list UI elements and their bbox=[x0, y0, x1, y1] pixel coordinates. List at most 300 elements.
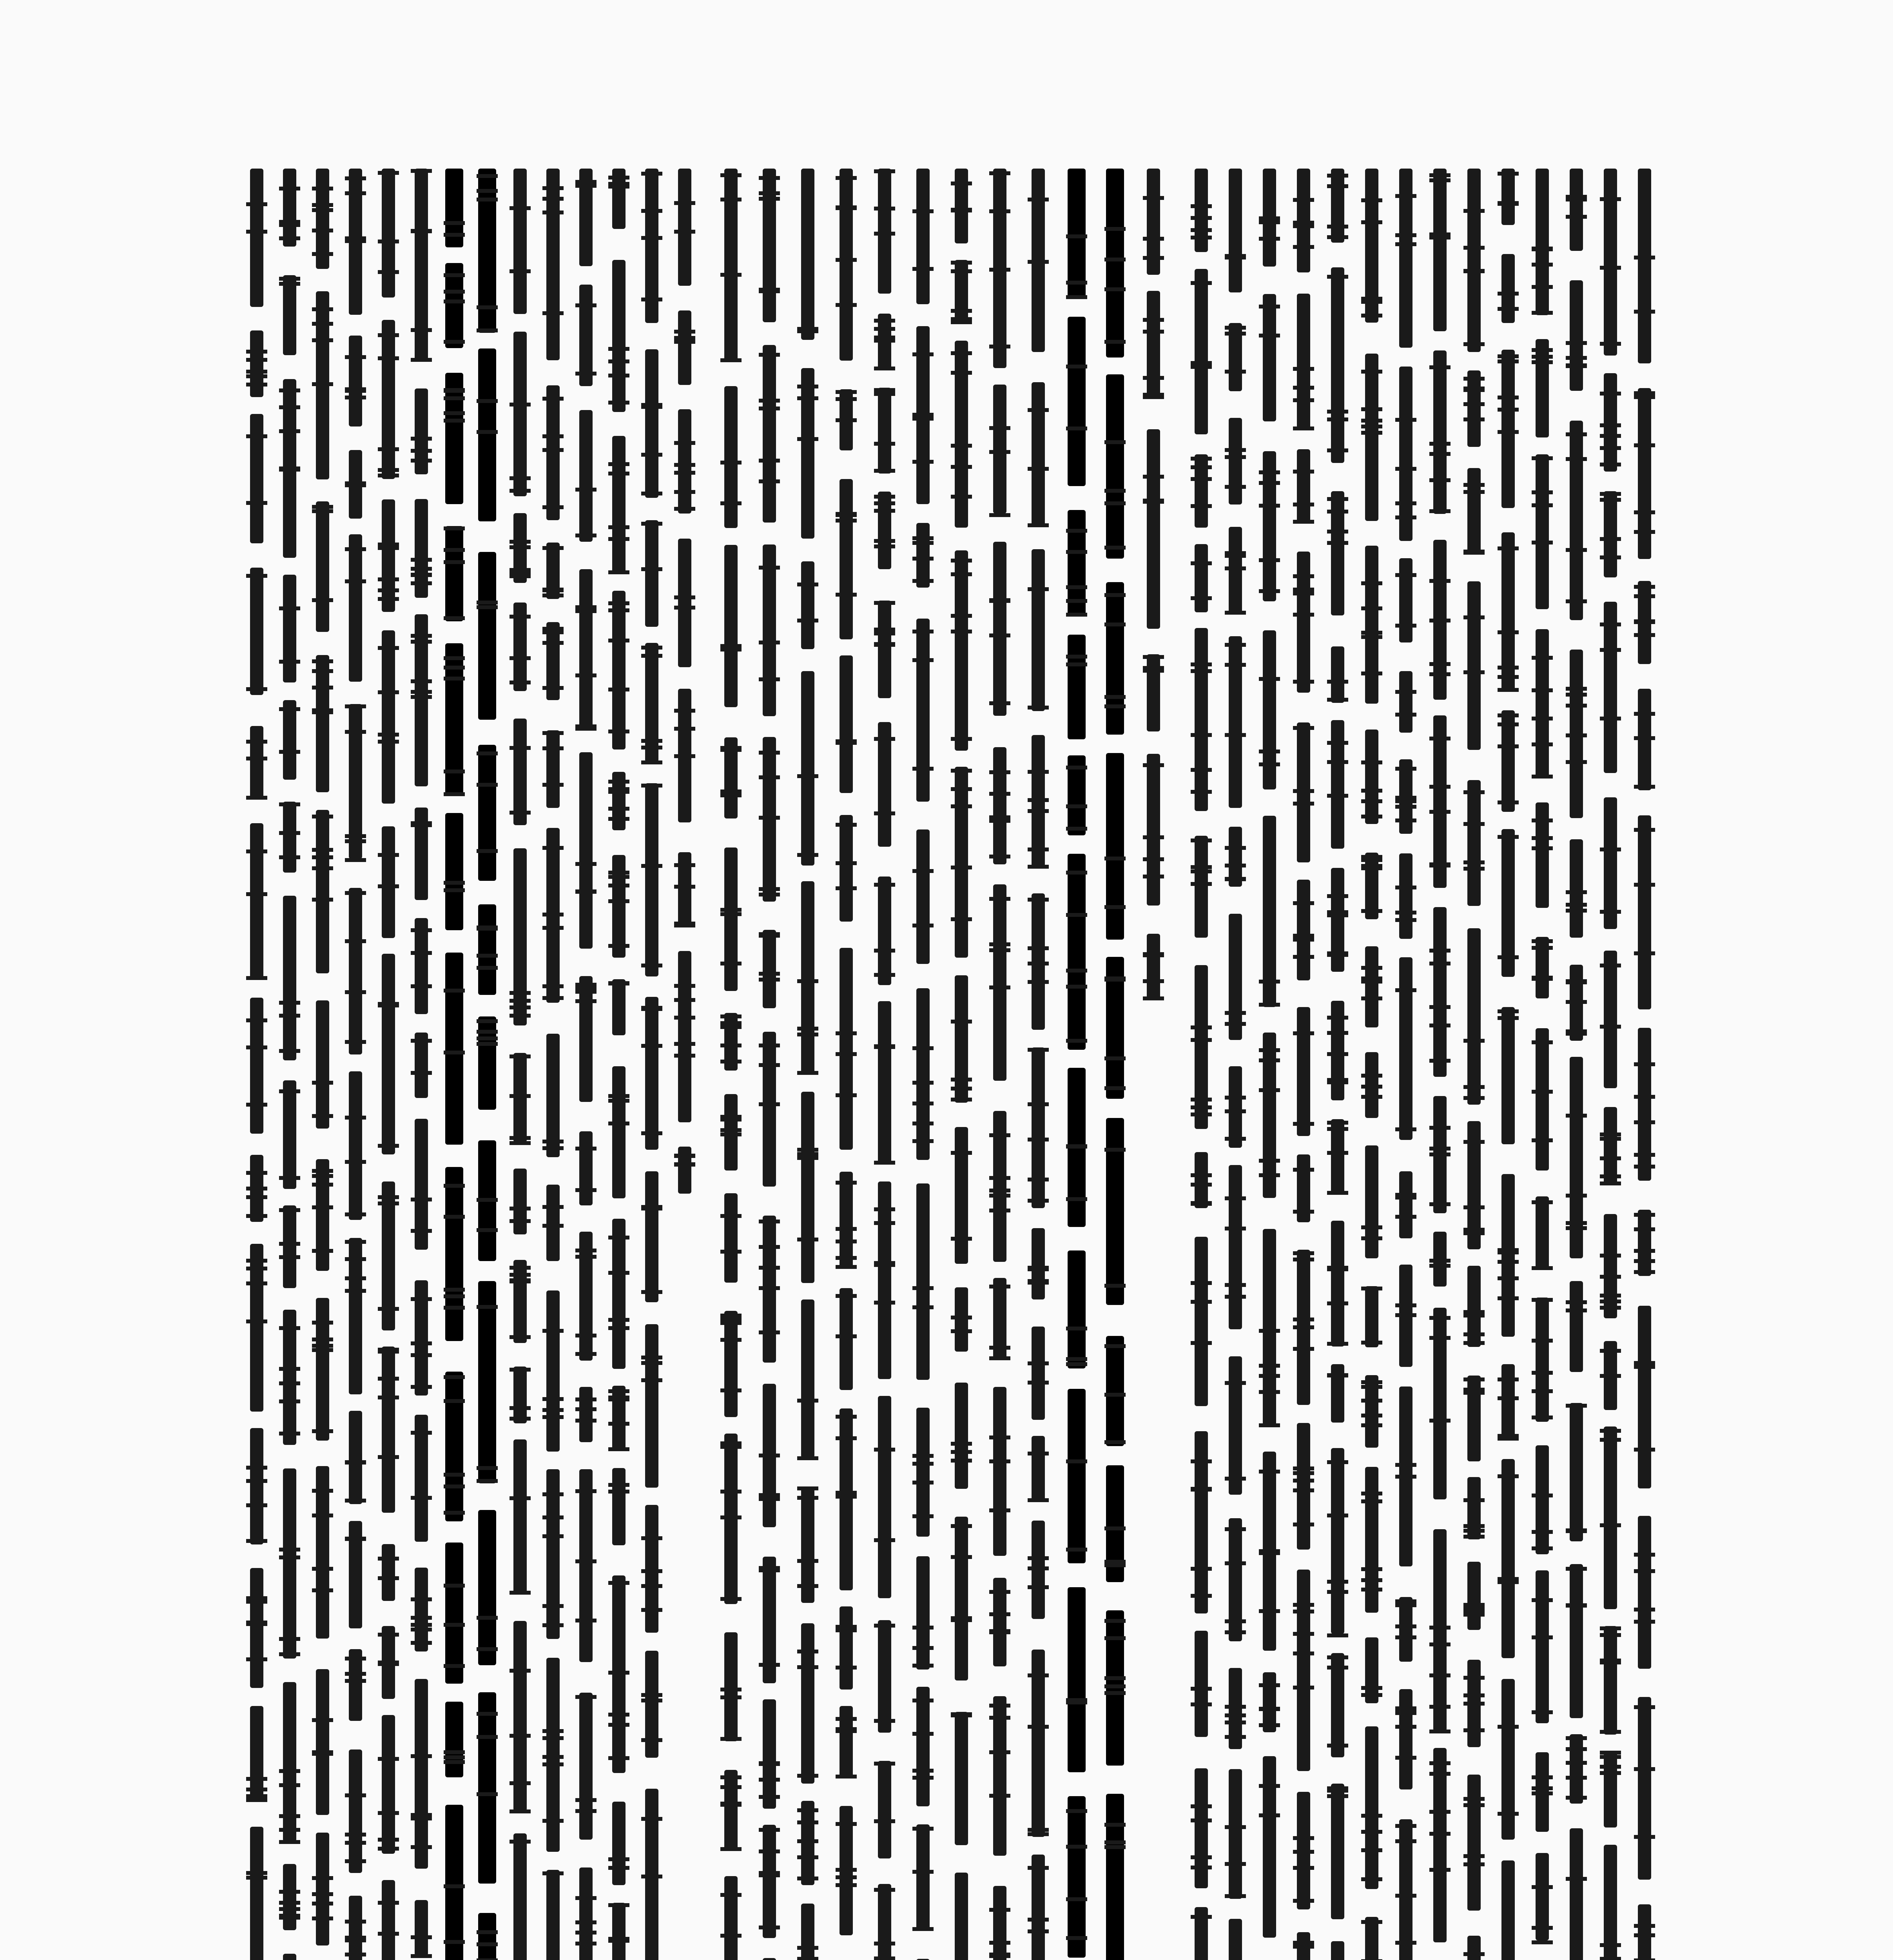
letter-stroke bbox=[1191, 865, 1212, 869]
letter-stroke bbox=[378, 1002, 399, 1006]
word-glyph bbox=[1501, 1364, 1515, 1439]
letter-stroke bbox=[246, 350, 267, 354]
word-glyph bbox=[283, 275, 296, 355]
letter-stroke bbox=[1361, 631, 1382, 635]
text-column-middle bbox=[713, 169, 1176, 1960]
letter-stroke bbox=[1225, 455, 1246, 459]
letter-stroke bbox=[378, 1557, 399, 1561]
word-glyph bbox=[955, 1873, 968, 1960]
letter-stroke bbox=[1634, 1259, 1655, 1263]
letter-stroke bbox=[1532, 503, 1553, 507]
letter-stroke bbox=[1104, 1691, 1126, 1695]
text-line bbox=[944, 169, 979, 1960]
letter-stroke bbox=[1293, 1850, 1314, 1854]
letter-stroke bbox=[720, 1318, 742, 1321]
letter-stroke bbox=[1191, 869, 1212, 873]
letter-stroke bbox=[797, 1774, 818, 1778]
letter-stroke bbox=[1634, 1165, 1655, 1169]
letter-stroke bbox=[797, 619, 818, 622]
letter-stroke bbox=[608, 601, 629, 605]
letter-stroke bbox=[608, 1447, 629, 1451]
word-glyph bbox=[250, 823, 263, 978]
letter-stroke bbox=[608, 1937, 629, 1941]
letter-stroke bbox=[575, 1419, 597, 1423]
letter-stroke bbox=[608, 608, 629, 612]
letter-stroke bbox=[759, 1220, 780, 1223]
letter-stroke bbox=[575, 180, 597, 184]
letter-stroke bbox=[542, 1819, 564, 1823]
letter-stroke bbox=[378, 597, 399, 601]
letter-stroke bbox=[378, 1932, 399, 1936]
letter-stroke bbox=[912, 1514, 934, 1518]
letter-stroke bbox=[720, 908, 742, 912]
letter-stroke bbox=[1066, 766, 1087, 769]
word-glyph bbox=[1195, 1631, 1208, 1737]
letter-stroke bbox=[477, 1198, 498, 1202]
letter-stroke bbox=[1395, 1127, 1416, 1131]
word-glyph bbox=[546, 385, 560, 520]
letter-stroke bbox=[378, 1144, 399, 1148]
letter-stroke bbox=[1498, 1016, 1519, 1020]
letter-stroke bbox=[1028, 1556, 1049, 1560]
letter-stroke bbox=[836, 303, 857, 307]
letter-stroke bbox=[345, 355, 366, 359]
letter-stroke bbox=[1463, 1797, 1485, 1801]
letter-stroke bbox=[912, 767, 934, 771]
letter-stroke bbox=[720, 1250, 742, 1254]
letter-stroke bbox=[1463, 1535, 1485, 1539]
letter-stroke bbox=[989, 1133, 1010, 1137]
word-glyph bbox=[1195, 965, 1208, 1129]
letter-stroke bbox=[444, 388, 465, 392]
letter-stroke bbox=[1498, 1396, 1519, 1400]
letter-stroke bbox=[608, 525, 629, 529]
letter-stroke bbox=[1066, 426, 1087, 430]
letter-stroke bbox=[1143, 330, 1164, 334]
letter-stroke bbox=[1634, 1553, 1655, 1557]
letter-stroke bbox=[1463, 1524, 1485, 1528]
word-glyph bbox=[645, 643, 658, 762]
word-glyph bbox=[316, 1000, 329, 1129]
word-glyph bbox=[445, 1702, 463, 1777]
letter-stroke bbox=[1361, 858, 1382, 862]
letter-stroke bbox=[1066, 550, 1087, 554]
letter-stroke bbox=[1361, 1236, 1382, 1240]
letter-stroke bbox=[759, 459, 780, 463]
letter-stroke bbox=[575, 1255, 597, 1259]
letter-stroke bbox=[1259, 1683, 1280, 1687]
letter-stroke bbox=[444, 656, 465, 660]
letter-stroke bbox=[1327, 794, 1348, 798]
letter-stroke bbox=[279, 282, 300, 286]
text-line bbox=[1097, 169, 1133, 1960]
letter-stroke bbox=[444, 560, 465, 564]
letter-stroke bbox=[1293, 1168, 1314, 1172]
letter-stroke bbox=[720, 1515, 742, 1519]
word-glyph bbox=[1638, 1904, 1651, 1960]
letter-stroke bbox=[1104, 1284, 1126, 1288]
letter-stroke bbox=[411, 1754, 432, 1758]
letter-stroke bbox=[1143, 875, 1164, 878]
letter-stroke bbox=[246, 1794, 267, 1798]
letter-stroke bbox=[1225, 332, 1246, 336]
letter-stroke bbox=[1395, 1193, 1416, 1197]
letter-stroke bbox=[312, 203, 333, 207]
letter-stroke bbox=[312, 1344, 333, 1348]
letter-stroke bbox=[1225, 643, 1246, 647]
letter-stroke bbox=[246, 358, 267, 362]
letter-stroke bbox=[641, 492, 662, 495]
letter-stroke bbox=[1259, 1364, 1280, 1368]
word-glyph bbox=[1297, 1007, 1310, 1136]
letter-stroke bbox=[759, 972, 780, 976]
letter-stroke bbox=[1600, 446, 1621, 450]
text-line bbox=[338, 169, 373, 1960]
letter-stroke bbox=[378, 1307, 399, 1311]
letter-stroke bbox=[575, 609, 597, 613]
letter-stroke bbox=[1066, 585, 1087, 589]
letter-stroke bbox=[1293, 955, 1314, 959]
letter-stroke bbox=[1028, 962, 1049, 965]
word-glyph bbox=[645, 520, 658, 627]
letter-stroke bbox=[1600, 1275, 1621, 1279]
word-glyph bbox=[801, 881, 814, 1074]
letter-stroke bbox=[989, 1194, 1010, 1198]
letter-stroke bbox=[1463, 615, 1485, 619]
letter-stroke bbox=[1600, 1299, 1621, 1303]
letter-stroke bbox=[510, 1335, 531, 1339]
letter-stroke bbox=[411, 1597, 432, 1601]
letter-stroke bbox=[378, 356, 399, 360]
letter-stroke bbox=[1028, 1918, 1049, 1922]
word-glyph bbox=[382, 169, 395, 298]
letter-stroke bbox=[378, 1847, 399, 1851]
letter-stroke bbox=[1225, 1022, 1246, 1026]
letter-stroke bbox=[477, 1305, 498, 1309]
letter-stroke bbox=[477, 1466, 498, 1470]
letter-stroke bbox=[1259, 762, 1280, 766]
letter-stroke bbox=[1634, 620, 1655, 624]
letter-stroke bbox=[1498, 666, 1519, 670]
letter-stroke bbox=[720, 1214, 742, 1218]
letter-stroke bbox=[1104, 1344, 1126, 1348]
letter-stroke bbox=[720, 748, 742, 752]
letter-stroke bbox=[1361, 1423, 1382, 1427]
letter-stroke bbox=[542, 996, 564, 1000]
letter-stroke bbox=[1143, 666, 1164, 670]
word-glyph bbox=[612, 1903, 626, 1960]
letter-stroke bbox=[246, 849, 267, 853]
letter-stroke bbox=[1429, 1868, 1451, 1872]
letter-stroke bbox=[378, 1195, 399, 1199]
letter-stroke bbox=[989, 1750, 1010, 1754]
letter-stroke bbox=[608, 639, 629, 642]
letter-stroke bbox=[759, 1330, 780, 1334]
letter-stroke bbox=[1293, 520, 1314, 524]
letter-stroke bbox=[836, 1729, 857, 1733]
letter-stroke bbox=[1634, 1227, 1655, 1231]
letter-stroke bbox=[246, 1045, 267, 1049]
letter-stroke bbox=[1532, 775, 1553, 779]
letter-stroke bbox=[1327, 235, 1348, 239]
letter-stroke bbox=[1293, 1941, 1314, 1945]
word-glyph bbox=[1501, 169, 1515, 225]
letter-stroke bbox=[1532, 1940, 1553, 1944]
word-glyph bbox=[612, 1468, 626, 1545]
word-glyph bbox=[840, 815, 853, 922]
letter-stroke bbox=[608, 1389, 629, 1393]
letter-stroke bbox=[1225, 1619, 1246, 1623]
letter-stroke bbox=[1293, 367, 1314, 371]
word-glyph bbox=[955, 1127, 968, 1264]
word-glyph bbox=[1536, 169, 1549, 315]
word-glyph bbox=[724, 1632, 738, 1741]
letter-stroke bbox=[477, 954, 498, 958]
word-glyph bbox=[349, 336, 362, 426]
letter-stroke bbox=[720, 1893, 742, 1897]
letter-stroke bbox=[1600, 1751, 1621, 1755]
letter-stroke bbox=[575, 1559, 597, 1563]
letter-stroke bbox=[874, 1045, 895, 1049]
letter-stroke bbox=[378, 884, 399, 888]
letter-stroke bbox=[874, 1624, 895, 1628]
letter-stroke bbox=[411, 1431, 432, 1435]
letter-stroke bbox=[797, 583, 818, 586]
letter-stroke bbox=[759, 1266, 780, 1270]
letter-stroke bbox=[1293, 1325, 1314, 1329]
letter-stroke bbox=[1361, 1567, 1382, 1571]
letter-stroke bbox=[1225, 877, 1246, 881]
letter-stroke bbox=[279, 855, 300, 859]
letter-stroke bbox=[1566, 457, 1587, 461]
letter-stroke bbox=[1293, 574, 1314, 578]
letter-stroke bbox=[1395, 988, 1416, 992]
letter-stroke bbox=[1498, 744, 1519, 748]
letter-stroke bbox=[1532, 1530, 1553, 1534]
letter-stroke bbox=[1293, 789, 1314, 793]
word-glyph bbox=[1604, 169, 1617, 356]
letter-stroke bbox=[1361, 996, 1382, 1000]
letter-stroke bbox=[345, 1040, 366, 1044]
letter-stroke bbox=[641, 746, 662, 750]
letter-stroke bbox=[312, 686, 333, 690]
letter-stroke bbox=[912, 557, 934, 561]
word-glyph bbox=[349, 534, 362, 681]
letter-stroke bbox=[1566, 903, 1587, 907]
letter-stroke bbox=[1566, 693, 1587, 697]
letter-stroke bbox=[345, 1920, 366, 1924]
letter-stroke bbox=[1259, 1048, 1280, 1052]
letter-stroke bbox=[246, 740, 267, 744]
letter-stroke bbox=[246, 374, 267, 378]
word-glyph bbox=[1229, 1769, 1242, 1899]
letter-stroke bbox=[510, 1496, 531, 1500]
word-glyph bbox=[878, 169, 891, 294]
word-glyph bbox=[1570, 1828, 1583, 1960]
letter-stroke bbox=[1361, 1920, 1382, 1924]
letter-stroke bbox=[477, 1942, 498, 1946]
letter-stroke bbox=[1600, 1730, 1621, 1734]
letter-stroke bbox=[542, 1492, 564, 1496]
word-glyph bbox=[1433, 1529, 1447, 1731]
letter-stroke bbox=[1532, 1885, 1553, 1889]
letter-stroke bbox=[912, 541, 934, 545]
letter-stroke bbox=[1566, 760, 1587, 764]
letter-stroke bbox=[1327, 1786, 1348, 1790]
letter-stroke bbox=[1259, 589, 1280, 593]
letter-stroke bbox=[1600, 1137, 1621, 1141]
word-glyph bbox=[916, 988, 930, 1160]
text-line bbox=[1286, 169, 1321, 1960]
letter-stroke bbox=[797, 385, 818, 388]
word-glyph bbox=[1068, 317, 1086, 486]
word-glyph bbox=[612, 1219, 626, 1369]
letter-stroke bbox=[1600, 266, 1621, 270]
letter-stroke bbox=[279, 1208, 300, 1212]
word-glyph bbox=[993, 385, 1006, 514]
letter-stroke bbox=[477, 927, 498, 931]
letter-stroke bbox=[912, 1699, 934, 1702]
letter-stroke bbox=[608, 1397, 629, 1401]
letter-stroke bbox=[1191, 1702, 1212, 1706]
letter-stroke bbox=[477, 1019, 498, 1023]
letter-stroke bbox=[1104, 593, 1126, 597]
word-glyph bbox=[612, 1066, 626, 1198]
letter-stroke bbox=[874, 442, 895, 446]
letter-stroke bbox=[912, 536, 934, 540]
letter-stroke bbox=[641, 1356, 662, 1359]
letter-stroke bbox=[674, 885, 695, 889]
word-glyph bbox=[1501, 1860, 1515, 1960]
letter-stroke bbox=[246, 892, 267, 896]
word-glyph bbox=[1263, 294, 1276, 421]
letter-stroke bbox=[608, 1713, 629, 1717]
letter-stroke bbox=[1532, 1371, 1553, 1375]
text-line bbox=[790, 169, 825, 1960]
letter-stroke bbox=[1498, 396, 1519, 399]
letter-stroke bbox=[1361, 314, 1382, 318]
letter-stroke bbox=[1566, 1221, 1587, 1225]
letter-stroke bbox=[989, 1176, 1010, 1180]
word-glyph bbox=[1536, 1196, 1549, 1270]
letter-stroke bbox=[1566, 215, 1587, 219]
letter-stroke bbox=[874, 1538, 895, 1542]
letter-stroke bbox=[1566, 1736, 1587, 1740]
letter-stroke bbox=[797, 1071, 818, 1075]
letter-stroke bbox=[1600, 910, 1621, 914]
letter-stroke bbox=[444, 273, 465, 277]
letter-stroke bbox=[1361, 1814, 1382, 1818]
word-glyph bbox=[1536, 1028, 1549, 1171]
letter-stroke bbox=[1225, 1227, 1246, 1230]
letter-stroke bbox=[1361, 1085, 1382, 1089]
letter-stroke bbox=[279, 277, 300, 281]
letter-stroke bbox=[542, 1604, 564, 1608]
letter-stroke bbox=[951, 261, 972, 265]
letter-stroke bbox=[1066, 1548, 1087, 1552]
word-glyph bbox=[1331, 267, 1344, 463]
word-glyph bbox=[1297, 294, 1310, 430]
letter-stroke bbox=[1259, 677, 1280, 681]
letter-stroke bbox=[1104, 622, 1126, 626]
word-glyph bbox=[1331, 1941, 1344, 1960]
letter-stroke bbox=[836, 519, 857, 523]
letter-stroke bbox=[951, 1151, 972, 1155]
letter-stroke bbox=[411, 1616, 432, 1620]
letter-stroke bbox=[608, 176, 629, 180]
letter-stroke bbox=[720, 1847, 742, 1851]
letter-stroke bbox=[1566, 1567, 1587, 1571]
letter-stroke bbox=[575, 1489, 597, 1493]
word-glyph bbox=[250, 1827, 263, 1960]
word-glyph bbox=[1229, 1165, 1242, 1329]
letter-stroke bbox=[575, 990, 597, 994]
letter-stroke bbox=[759, 1828, 780, 1832]
letter-stroke bbox=[542, 1736, 564, 1740]
letter-stroke bbox=[1361, 1492, 1382, 1495]
letter-stroke bbox=[951, 1524, 972, 1528]
letter-stroke bbox=[246, 1018, 267, 1022]
letter-stroke bbox=[1191, 1173, 1212, 1177]
letter-stroke bbox=[1327, 1633, 1348, 1637]
letter-stroke bbox=[874, 811, 895, 815]
letter-stroke bbox=[378, 447, 399, 451]
letter-stroke bbox=[1361, 1385, 1382, 1389]
word-glyph bbox=[1433, 1748, 1447, 1943]
letter-stroke bbox=[1191, 477, 1212, 481]
word-glyph bbox=[1331, 169, 1344, 243]
letter-stroke bbox=[608, 570, 629, 574]
letter-stroke bbox=[1066, 1145, 1087, 1149]
letter-stroke bbox=[1600, 463, 1621, 466]
letter-stroke bbox=[1327, 1052, 1348, 1056]
letter-stroke bbox=[1463, 790, 1485, 794]
word-glyph bbox=[546, 1870, 560, 1960]
word-glyph bbox=[1399, 1689, 1412, 1789]
letter-stroke bbox=[411, 459, 432, 463]
word-glyph bbox=[546, 1185, 560, 1261]
letter-stroke bbox=[312, 1718, 333, 1722]
letter-stroke bbox=[759, 1795, 780, 1799]
word-glyph bbox=[579, 410, 593, 541]
word-glyph bbox=[1467, 370, 1481, 447]
letter-stroke bbox=[874, 1448, 895, 1452]
letter-stroke bbox=[989, 855, 1010, 858]
word-glyph bbox=[316, 655, 329, 792]
letter-stroke bbox=[836, 1868, 857, 1872]
letter-stroke bbox=[1566, 1796, 1587, 1800]
word-glyph bbox=[724, 1770, 738, 1849]
letter-stroke bbox=[989, 450, 1010, 454]
letter-stroke bbox=[345, 1276, 366, 1280]
letter-stroke bbox=[1028, 706, 1049, 710]
letter-stroke bbox=[510, 1781, 531, 1785]
letter-stroke bbox=[674, 1016, 695, 1020]
letter-stroke bbox=[1600, 1349, 1621, 1353]
letter-stroke bbox=[378, 1757, 399, 1761]
letter-stroke bbox=[1395, 1941, 1416, 1945]
letter-stroke bbox=[1327, 1127, 1348, 1131]
word-glyph bbox=[993, 747, 1006, 864]
letter-stroke bbox=[1191, 768, 1212, 772]
letter-stroke bbox=[1066, 871, 1087, 875]
word-glyph bbox=[916, 1556, 930, 1670]
letter-stroke bbox=[951, 1555, 972, 1559]
word-glyph bbox=[316, 1833, 329, 1945]
letter-stroke bbox=[720, 1737, 742, 1741]
letter-stroke bbox=[1066, 281, 1087, 285]
letter-stroke bbox=[312, 855, 333, 859]
